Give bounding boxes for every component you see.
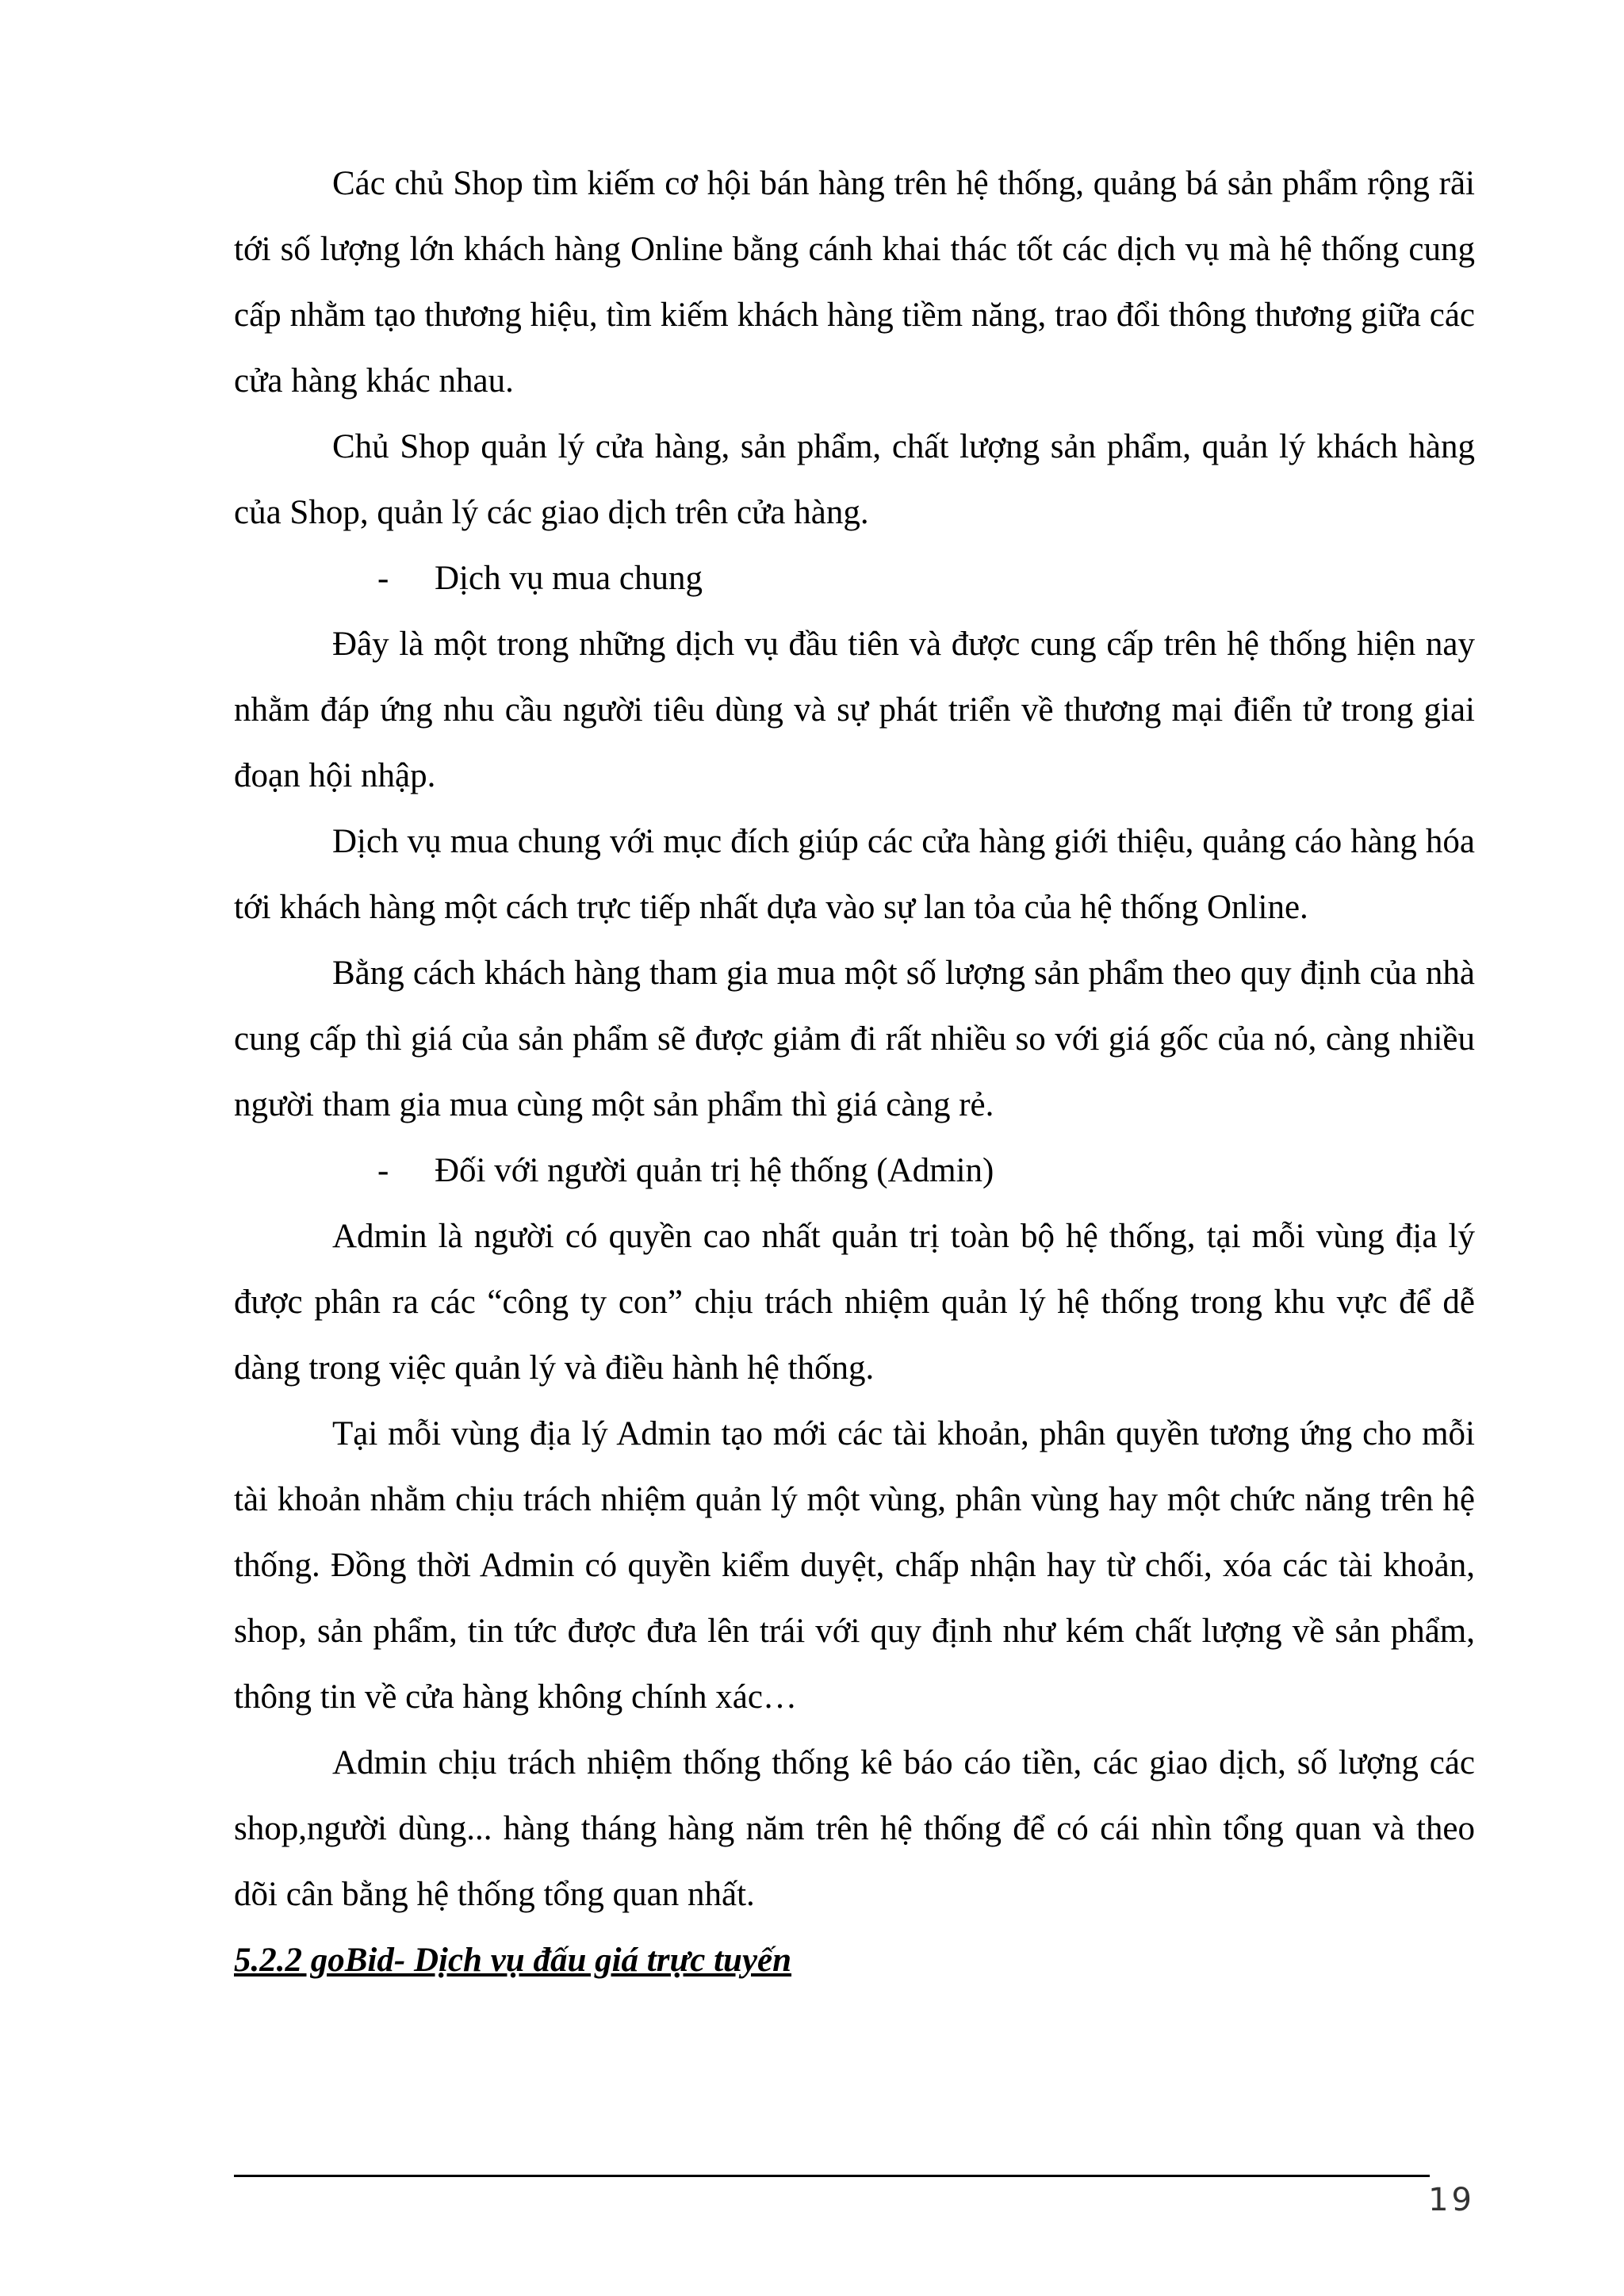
bullet-admin — [234, 1138, 1475, 1203]
section-heading: 5.2.2 goBid- Dịch vụ đấu giá trực tuyến — [234, 1942, 792, 1979]
paragraph-group-buying-pricing: Bằng cách khách hàng tham gia mua một số lượng sản phẩm theo quy định của nhà cung cấp thì giá của sản phẩm sẽ được giảm đi rất nhiều so với giá gốc của nó, càng nhiều người tham gia mua cùng một sản phẩm thì giá càng rẻ. — [234, 955, 1475, 1123]
document-body — [234, 151, 1475, 1993]
paragraph-admin-reporting: Admin chịu trách nhiệm thống thống kê báo cáo tiền, các giao dịch, số lượng các shop,người dùng... hàng tháng hàng năm trên hệ thống để có cái nhìn tổng quan và theo dõi cân bằng hệ thống tổng quan nhất. — [234, 1744, 1475, 1913]
bullet-dash: - — [377, 1152, 389, 1189]
footer-divider — [234, 2175, 1430, 2177]
paragraph-group-buying-intro: Đây là một trong những dịch vụ đầu tiên và được cung cấp trên hệ thống hiện nay nhằm đáp ứng nhu cầu người tiêu dùng và sự phát triển về thương mại điển tử trong giai đoạn hội nhập. — [234, 626, 1475, 794]
paragraph-admin-role: Admin là người có quyền cao nhất quản trị toàn bộ hệ thống, tại mỗi vùng địa lý được phân ra các “công ty con” chịu trách nhiệm quản lý hệ thống trong khu vực để dễ dàng trong việc quản lý và điều hành hệ thống. — [234, 1218, 1475, 1387]
bullet-text: Dịch vụ mua chung — [435, 560, 703, 597]
paragraph-shop-owner-opportunities: Các chủ Shop tìm kiếm cơ hội bán hàng trên hệ thống, quảng bá sản phẩm rộng rãi tới số lượng lớn khách hàng Online bằng cánh khai thác tốt các dịch vụ mà hệ thống cung cấp nhằm tạo thương hiệu, tìm kiếm khách hàng tiềm năng, trao đổi thông thương giữa các cửa hàng khác nhau. — [234, 165, 1475, 400]
paragraph-group-buying-purpose: Dịch vụ mua chung với mục đích giúp các cửa hàng giới thiệu, quảng cáo hàng hóa tới khách hàng một cách trực tiếp nhất dựa vào sự lan tỏa của hệ thống Online. — [234, 823, 1475, 926]
paragraph-admin-accounts: Tại mỗi vùng địa lý Admin tạo mới các tài khoản, phân quyền tương ứng cho mỗi tài khoản nhằm chịu trách nhiệm quản lý một vùng, phân vùng hay một chức năng trên hệ thống. Đồng thời Admin có quyền kiểm duyệt, chấp nhận hay từ chối, xóa các tài khoản, shop, sản phẩm, tin tức được đưa lên trái với quy định như kém chất lượng về sản phẩm, thông tin về cửa hàng không chính xác… — [234, 1415, 1475, 1716]
bullet-text: Đối với người quản trị hệ thống (Admin) — [435, 1152, 994, 1189]
paragraph-shop-owner-management: Chủ Shop quản lý cửa hàng, sản phẩm, chất lượng sản phẩm, quản lý khách hàng của Shop, quản lý các giao dịch trên cửa hàng. — [234, 428, 1475, 531]
bullet-group-buying — [234, 545, 1475, 611]
bullet-dash: - — [377, 560, 389, 597]
page-number: 19 — [1428, 2182, 1475, 2218]
